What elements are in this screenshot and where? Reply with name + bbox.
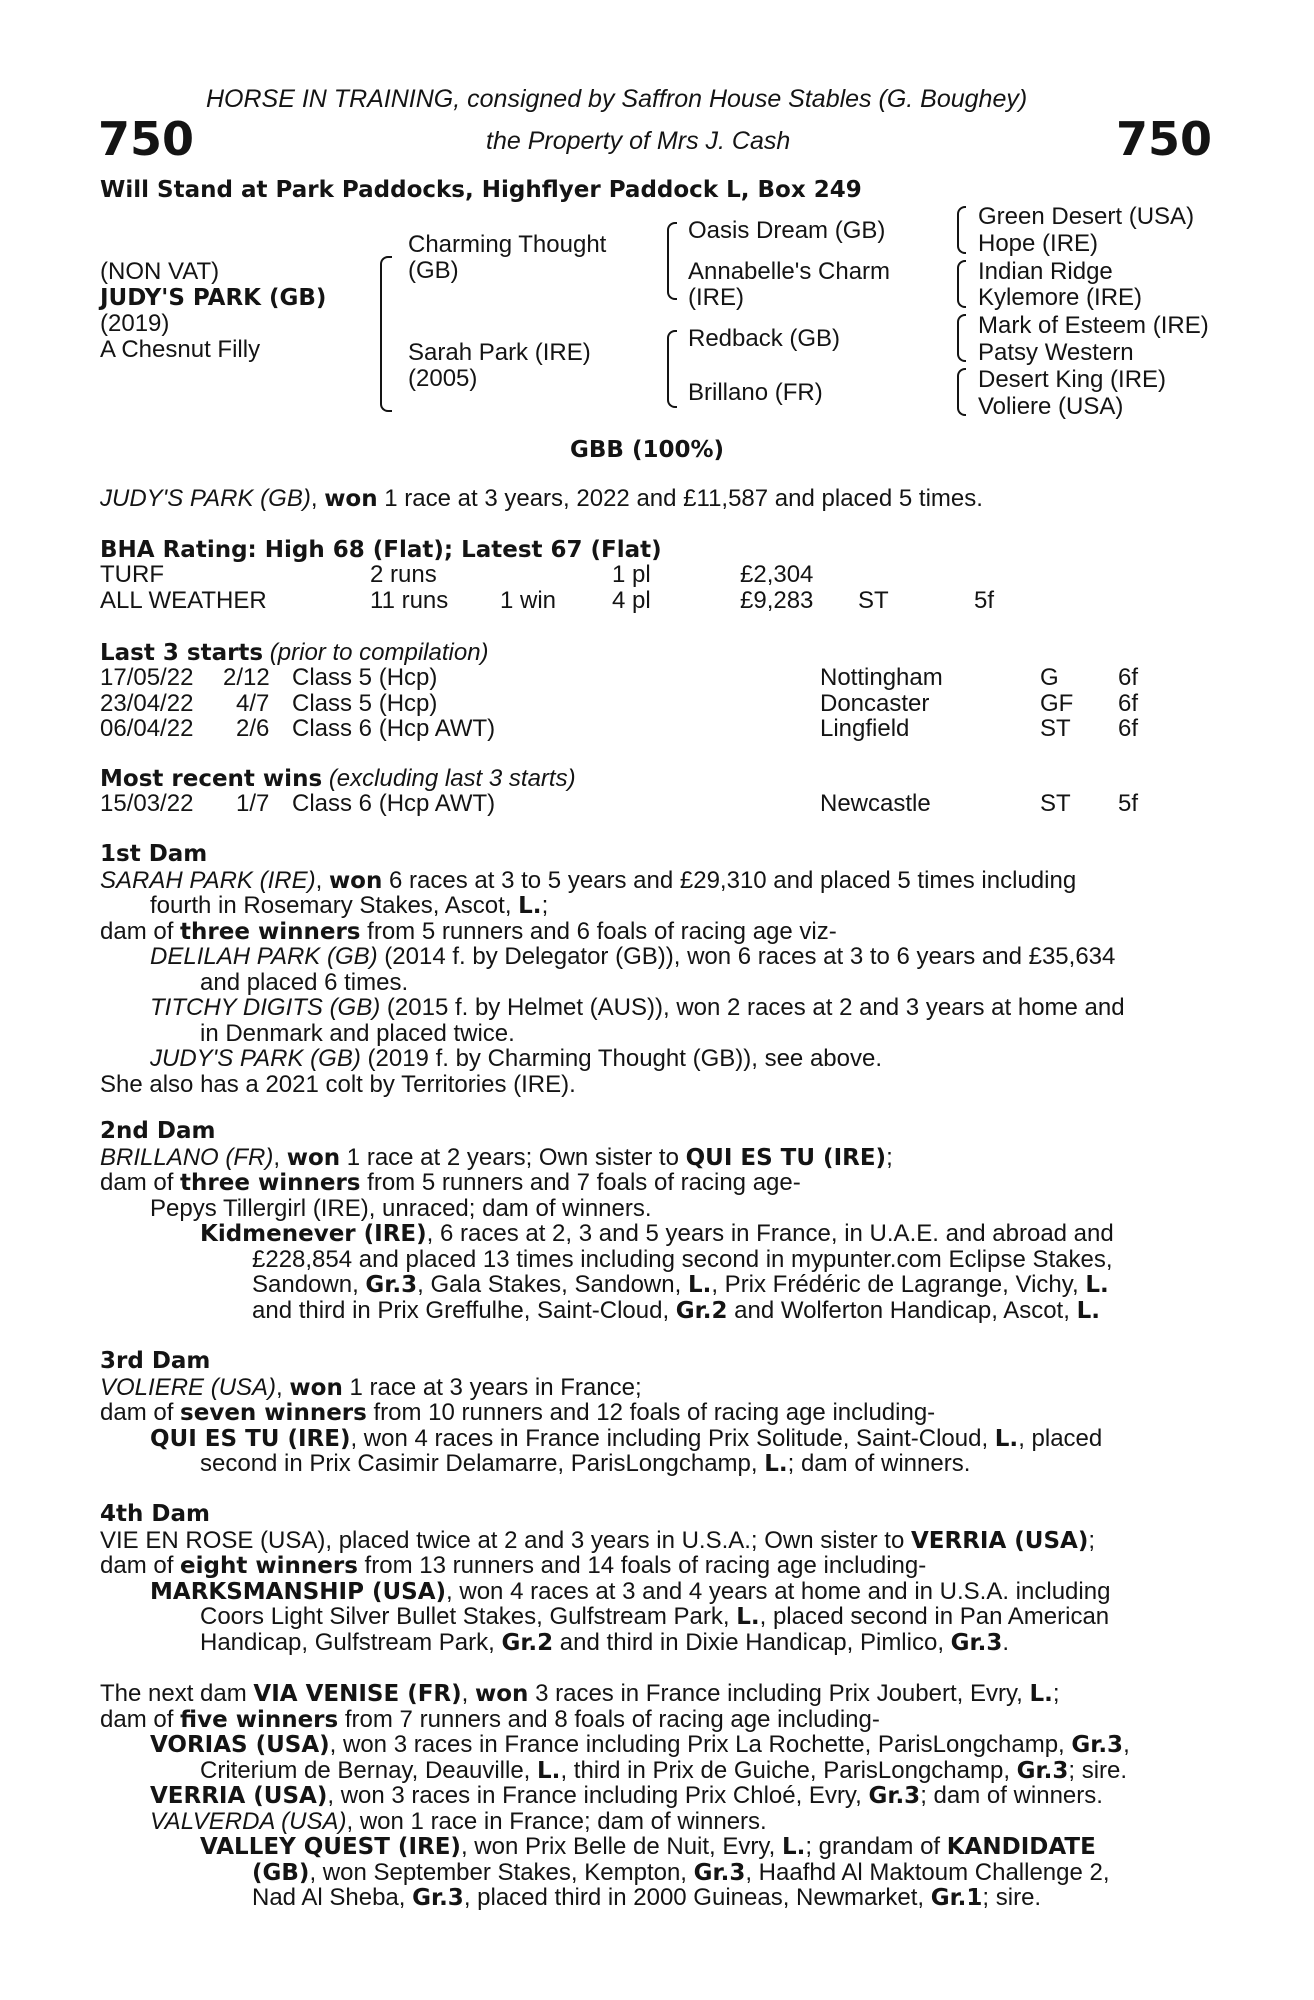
text: VIE EN ROSE (USA), placed twice at 2 and 3 years in U.S.A.; Own sister to — [100, 1526, 911, 1554]
text: , won 4 races in France including Prix Solitude, Saint-Cloud, — [350, 1424, 995, 1452]
bold-text: VIA VENISE (FR) — [253, 1681, 462, 1707]
cell: Lingfield — [820, 715, 910, 742]
group-tag: Gr.3 — [1016, 1757, 1069, 1784]
recent-note: (excluding last 3 starts) — [328, 765, 576, 792]
text-line: in Denmark and placed twice. — [200, 1019, 515, 1047]
group-tag: Gr.2 — [501, 1629, 554, 1656]
rating-row-aw — [100, 588, 1206, 614]
cell: 2/12 — [223, 664, 270, 691]
cell: ST — [858, 586, 889, 614]
text-line — [100, 944, 1206, 970]
text-line — [100, 1221, 1206, 1247]
cell: Class 6 (Hcp AWT) — [292, 790, 496, 817]
text: Coors Light Silver Bullet Stakes, Gulfstream Park, — [200, 1603, 737, 1630]
text: , Prix Frédéric de Lagrange, Vichy, — [711, 1271, 1086, 1298]
recent-heading — [100, 766, 576, 792]
text-line — [100, 1885, 1206, 1911]
dam-name: VALVERDA (USA) — [150, 1807, 347, 1835]
text: , Gala Stakes, Sandown, — [417, 1271, 688, 1298]
pedigree-brace-main — [380, 256, 392, 412]
section-heading: 1st Dam — [100, 841, 208, 867]
text-line — [100, 1046, 1206, 1072]
text-line — [100, 1834, 1206, 1860]
text: and third in Dixie Handicap, Pimlico, — [553, 1628, 951, 1656]
pedigree-brace-g3 — [957, 314, 966, 362]
group-tag: Gr.3 — [365, 1272, 418, 1298]
table-row — [100, 791, 1206, 817]
table-row — [100, 691, 1206, 717]
text: , won 3 races in France including Prix Chloé, Evry, — [327, 1782, 869, 1809]
text-line — [100, 1400, 1206, 1426]
bold-text: five winners — [180, 1706, 339, 1733]
text: ; — [541, 892, 549, 919]
text: ; — [886, 1143, 893, 1171]
bold-text: won — [474, 1681, 529, 1707]
winner-name: VORIAS (USA) — [150, 1732, 330, 1758]
text-line — [100, 1630, 1206, 1656]
cell: 2 runs — [370, 561, 437, 588]
cell: GF — [1040, 689, 1074, 717]
text: ; sire. — [1068, 1756, 1128, 1784]
text-line: £228,854 and placed 13 times including second in mypunter.com Eclipse Stakes, — [252, 1245, 1113, 1273]
cell: 6f — [1118, 689, 1139, 717]
text-line — [100, 1272, 1206, 1298]
section-heading: 2nd Dam — [100, 1118, 216, 1144]
cell: Newcastle — [820, 790, 931, 817]
winner-name: Kidmenever (IRE) — [200, 1221, 427, 1247]
cell: Class 6 (Hcp AWT) — [292, 715, 496, 742]
sire-name: Charming Thought — [408, 231, 607, 258]
rating-row-turf — [100, 562, 1206, 588]
text-line — [100, 1681, 1206, 1707]
text: from 5 runners and 7 foals of racing age- — [360, 1169, 801, 1196]
cell: ST — [1040, 715, 1071, 742]
text-line — [100, 1758, 1206, 1784]
last3-table — [100, 665, 1206, 742]
cell: 5f — [1118, 790, 1139, 817]
text-line — [100, 1451, 1206, 1477]
gen4-7: Desert King (IRE) — [978, 366, 1167, 393]
fourth-dam-section — [100, 1502, 1206, 1655]
text: Criterium de Bernay, Deauville, — [200, 1756, 538, 1784]
gen4-5: Mark of Esteem (IRE) — [978, 312, 1209, 339]
bold-text: won — [328, 867, 383, 894]
text: 1 race at 2 years; Own sister to — [340, 1143, 686, 1171]
text-line — [100, 1579, 1206, 1605]
group-tag: Gr.2 — [675, 1297, 728, 1324]
vat-status: (NON VAT) — [100, 258, 220, 285]
gen4-3: Indian Ridge — [978, 258, 1113, 285]
cell: 2/6 — [236, 715, 270, 742]
cell: 1/7 — [236, 790, 270, 817]
text: , won September Stakes, Kempton, — [309, 1858, 694, 1886]
text: from 13 runners and 14 foals of racing age including- — [357, 1552, 927, 1579]
last3-heading — [100, 640, 489, 666]
text: 1 race at 3 years in France; — [342, 1373, 642, 1401]
text: , placed third in 2000 Guineas, Newmarket, — [463, 1884, 931, 1911]
bha-rating: BHA Rating: High 68 (Flat); Latest 67 (Flat) — [100, 537, 662, 563]
cell: Nottingham — [820, 664, 943, 691]
text: ; sire. — [982, 1884, 1042, 1911]
text: dam of — [100, 1552, 181, 1579]
group-tag: Gr.3 — [693, 1859, 746, 1886]
text: , — [315, 866, 329, 894]
text: The next dam — [100, 1680, 254, 1707]
gbb-percentage: GBB (100%) — [570, 437, 725, 463]
text-line: Pepys Tillergirl (IRE), unraced; dam of winners. — [150, 1194, 652, 1222]
text: from 7 runners and 8 foals of racing age including- — [338, 1705, 880, 1733]
cell: Class 5 (Hcp) — [292, 689, 438, 717]
granddam-paternal: Annabelle's Charm — [688, 258, 891, 285]
text: ; dam of winners. — [787, 1450, 971, 1477]
text: (2015 f. by Helmet (AUS)), won 2 races at 2 and 3 years at home and — [380, 994, 1125, 1021]
text: , — [276, 1373, 290, 1401]
summary-horse-name: JUDY'S PARK (GB) — [100, 485, 311, 512]
cell: 4/7 — [236, 689, 270, 717]
pedigree-brace-g2 — [957, 260, 966, 308]
sire-country: (GB) — [408, 257, 459, 284]
group-tag: Gr.1 — [930, 1885, 983, 1911]
section-heading: 3rd Dam — [100, 1348, 211, 1374]
text-line — [100, 1298, 1206, 1324]
group-tag: Gr.3 — [950, 1629, 1003, 1656]
text: , placed — [1018, 1424, 1103, 1452]
text-line — [100, 1375, 1206, 1401]
text: from 5 runners and 6 foals of racing age viz- — [360, 917, 837, 945]
bold-text: QUI ES TU (IRE) — [685, 1144, 887, 1171]
bold-text: three winners — [180, 918, 361, 945]
cell: 1 pl — [612, 561, 651, 588]
text: , won 3 races in France including Prix La Rochette, ParisLongchamp, — [329, 1731, 1072, 1758]
cell: 4 pl — [612, 586, 651, 614]
text-line — [100, 1860, 1206, 1886]
text: , Haafhd Al Maktoum Challenge 2, — [745, 1858, 1110, 1886]
cell: 06/04/22 — [100, 715, 194, 742]
bold-text: (GB) — [252, 1859, 310, 1886]
summary-text: 1 race at 3 years, 2022 and £11,587 and placed 5 times. — [377, 485, 983, 512]
text: , placed second in Pan American — [759, 1603, 1110, 1630]
cell: 11 runs — [370, 586, 449, 614]
listed-tag: L. — [764, 1451, 788, 1477]
text: fourth in Rosemary Stakes, Ascot, — [150, 892, 519, 919]
text: dam of — [100, 1399, 181, 1426]
text: , — [461, 1680, 475, 1707]
last3-note: (prior to compilation) — [269, 639, 489, 666]
text-line — [100, 893, 1206, 919]
text-line — [100, 1426, 1206, 1452]
stand-location: Will Stand at Park Paddocks, Highflyer Paddock L, Box 249 — [100, 177, 862, 203]
cell: G — [1040, 664, 1059, 691]
cell: 15/03/22 — [100, 790, 194, 817]
table-row — [100, 665, 1206, 691]
text: ; — [1052, 1680, 1060, 1707]
bold-text: won — [286, 1144, 341, 1171]
progeny-name: TITCHY DIGITS (GB) — [150, 994, 381, 1021]
gen4-1: Green Desert (USA) — [978, 203, 1195, 230]
text-line — [100, 1809, 1206, 1835]
listed-tag: L. — [518, 893, 542, 919]
gen4-6: Patsy Western — [978, 339, 1134, 366]
text: Sandown, — [252, 1271, 366, 1298]
third-dam-section — [100, 1349, 1206, 1477]
cell: 23/04/22 — [100, 689, 194, 717]
listed-tag: L. — [1076, 1297, 1100, 1324]
text: second in Prix Casimir Delamarre, ParisLongchamp, — [200, 1450, 765, 1477]
text: ; dam of winners. — [920, 1782, 1103, 1809]
text: Handicap, Gulfstream Park, — [200, 1628, 502, 1656]
cell: ALL WEATHER — [100, 586, 267, 614]
text: dam of — [100, 917, 181, 945]
cell: 5f — [974, 586, 995, 614]
text-line — [100, 995, 1206, 1021]
group-tag: Gr.3 — [1071, 1732, 1124, 1758]
gen4-2: Hope (IRE) — [978, 230, 1099, 257]
text: and Wolferton Handicap, Ascot, — [727, 1296, 1077, 1324]
pedigree-brace-g4 — [957, 368, 966, 416]
text-line — [100, 1604, 1206, 1630]
listed-tag: L. — [687, 1272, 712, 1298]
table-row — [100, 716, 1206, 742]
text-line — [100, 1707, 1206, 1733]
listed-tag: L. — [537, 1757, 561, 1784]
lot-number-right: 750 — [1116, 112, 1213, 166]
cell: Doncaster — [820, 689, 930, 717]
text-line — [100, 1145, 1206, 1171]
listed-tag: L. — [1085, 1272, 1109, 1298]
dam-name: Sarah Park (IRE) — [408, 339, 591, 366]
text: ; — [1088, 1526, 1096, 1554]
consignor-line: HORSE IN TRAINING, consigned by Saffron House Stables (G. Boughey) — [206, 85, 1028, 113]
text: dam of — [100, 1169, 181, 1196]
text-line — [100, 1170, 1206, 1196]
bold-text: won — [289, 1374, 343, 1401]
text: , — [273, 1143, 287, 1171]
cell: ST — [1040, 790, 1071, 817]
cell: TURF — [100, 561, 164, 588]
text-line: and placed 6 times. — [200, 968, 409, 996]
bold-text: three winners — [180, 1170, 361, 1196]
text: , won 1 race in France; dam of winners. — [346, 1807, 767, 1835]
dam-name: SARAH PARK (IRE) — [100, 866, 316, 894]
cell: £2,304 — [740, 561, 814, 588]
first-dam-section — [100, 842, 1206, 1097]
cell: Class 5 (Hcp) — [292, 664, 438, 691]
text-line — [100, 1553, 1206, 1579]
next-dam-section — [100, 1681, 1206, 1911]
winner-name: VERRIA (USA) — [150, 1783, 328, 1809]
granddam-maternal: Brillano (FR) — [688, 379, 823, 406]
horse-year: (2019) — [100, 310, 170, 337]
text: , — [1123, 1731, 1130, 1758]
cell: 6f — [1118, 715, 1139, 742]
listed-tag: L. — [736, 1604, 760, 1630]
granddam-paternal-country: (IRE) — [688, 284, 744, 311]
text: , third in Prix de Guiche, ParisLongchamp, — [560, 1756, 1017, 1784]
recent-title: Most recent wins — [100, 766, 323, 792]
text: , won Prix Belle de Nuit, Evry, — [460, 1833, 782, 1860]
text: from 10 runners and 12 foals of racing age including- — [366, 1399, 936, 1426]
second-dam-section — [100, 1119, 1206, 1323]
text-line — [100, 1732, 1206, 1758]
race-summary: JUDY'S PARK (GB), won 1 race at 3 years, 2022 and £11,587 and placed 5 times. — [100, 485, 983, 512]
cell: 1 win — [500, 586, 557, 614]
pedigree-brace-dam — [667, 330, 677, 408]
pedigree-brace-g1 — [957, 206, 966, 254]
text-line — [100, 868, 1206, 894]
text: , won 4 races at 3 and 4 years at home and in U.S.A. including — [446, 1577, 1111, 1605]
bold-text: VERRIA (USA) — [910, 1527, 1089, 1554]
text: and third in Prix Greffulhe, Saint-Cloud, — [252, 1296, 676, 1324]
text: (2019 f. by Charming Thought (GB)), see above. — [360, 1045, 882, 1072]
last3-title: Last 3 starts — [100, 640, 264, 666]
group-tag: Gr.3 — [868, 1783, 921, 1809]
progeny-name: JUDY'S PARK (GB) — [150, 1045, 361, 1072]
cell: 6f — [1118, 664, 1139, 691]
text-line: She also has a 2021 colt by Territories (IRE). — [100, 1070, 576, 1098]
summary-won: won — [324, 486, 378, 512]
group-tag: Gr.3 — [412, 1885, 464, 1911]
text: , 6 races at 2, 3 and 5 years in France, in U.A.E. and abroad and — [426, 1220, 1114, 1247]
lot-number-left: 750 — [98, 112, 195, 166]
listed-tag: L. — [994, 1425, 1019, 1452]
winner-name: KANDIDATE — [946, 1834, 1096, 1860]
horse-description: A Chesnut Filly — [100, 336, 261, 363]
recent-table — [100, 791, 1206, 817]
text: ; grandam of — [805, 1833, 947, 1860]
gen4-4: Kylemore (IRE) — [978, 284, 1143, 311]
grandsire-paternal: Oasis Dream (GB) — [688, 217, 886, 244]
section-heading: 4th Dam — [100, 1501, 210, 1527]
progeny-name: DELILAH PARK (GB) — [150, 943, 378, 970]
rating-table — [100, 562, 1206, 613]
winner-name: QUI ES TU (IRE) — [150, 1425, 351, 1452]
text-line — [100, 919, 1206, 945]
dam-name: VOLIERE (USA) — [100, 1373, 277, 1401]
cell: 17/05/22 — [100, 664, 194, 691]
dam-name: BRILLANO (FR) — [100, 1143, 274, 1171]
horse-name: JUDY'S PARK (GB) — [100, 285, 327, 311]
text: dam of — [100, 1705, 181, 1733]
winner-name: VALLEY QUEST (IRE) — [200, 1834, 461, 1860]
gen4-8: Voliere (USA) — [978, 393, 1124, 420]
dam-year: (2005) — [408, 365, 478, 392]
property-line: the Property of Mrs J. Cash — [486, 127, 791, 155]
grandsire-maternal: Redback (GB) — [688, 325, 841, 352]
text-line — [100, 1783, 1206, 1809]
bold-text: eight winners — [180, 1553, 358, 1579]
text: Nad Al Sheba, — [252, 1884, 413, 1911]
listed-tag: L. — [781, 1834, 806, 1860]
text: 3 races in France including Prix Joubert, Evry, — [528, 1680, 1030, 1707]
bold-text: seven winners — [180, 1400, 367, 1426]
listed-tag: L. — [1029, 1681, 1053, 1707]
text: (2014 f. by Delegator (GB)), won 6 races at 3 to 6 years and £35,634 — [377, 943, 1116, 970]
text: 6 races at 3 to 5 years and £29,310 and placed 5 times including — [382, 866, 1077, 894]
winner-name: MARKSMANSHIP (USA) — [150, 1578, 447, 1605]
pedigree-brace-sire — [667, 222, 677, 300]
cell: £9,283 — [740, 586, 814, 614]
text: . — [1002, 1628, 1010, 1656]
text-line — [100, 1528, 1206, 1554]
